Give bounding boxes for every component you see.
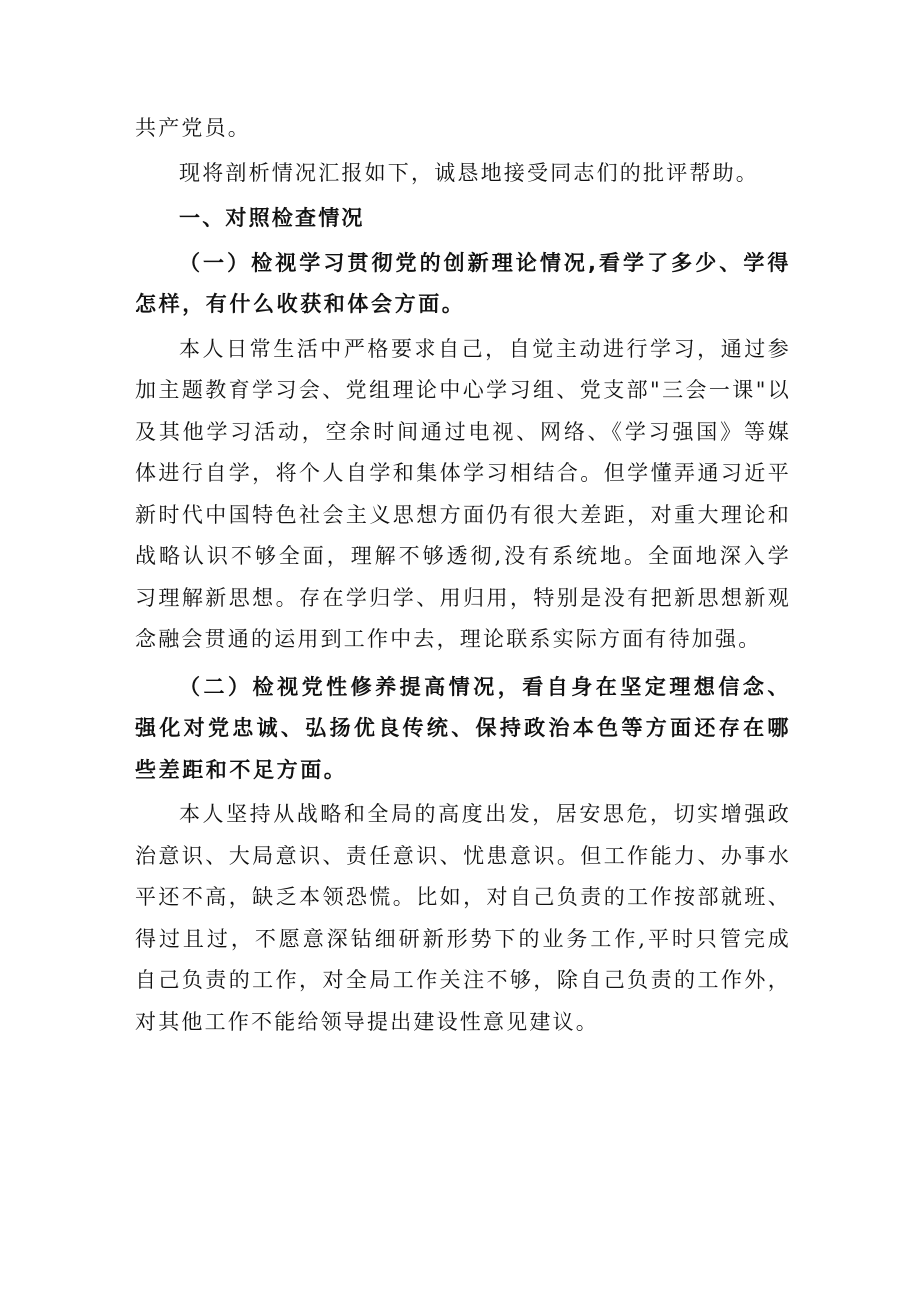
- intro-paragraph: 现将剖析情况汇报如下，诚恳地接受同志们的批评帮助。: [179, 160, 759, 185]
- subsection-2-body: 本人坚持从战略和全局的高度出发，居安思危，切实增强政治意识、大局意识、责任意识、忧患意识。但工作能力、办事水平还不高，缺乏本领恐慌。比如，对自己负责的工作按部就班、得过且过，不愿意深钻细研新形势下的业务工作,平时只管完成自己负责的工作，对全局工作关注不够，除自己负责的工作外，对其他工作不能给领导提出建设性意见建议。: [135, 802, 791, 1034]
- section-1-heading: 一、对照检查情况: [179, 206, 365, 230]
- document-body: [135, 108, 791, 1043]
- subsection-1-heading: （一）检视学习贯彻党的创新理论情况,看学了多少、学得怎样，有什么收获和体会方面。: [135, 250, 791, 316]
- subsection-1-body: 本人日常生活中严格要求自己，自觉主动进行学习，通过参加主题教育学习会、党组理论中心学习组、党支部"三会一课"以及其他学习活动，空余时间通过电视、网络、《学习强国》等媒体进行自学，将个人自学和集体学习相结合。但学懂弄通习近平新时代中国特色社会主义思想方面仍有很大差距，对重大理论和战略认识不够全面，理解不够透彻,没有系统地。全面地深入学习理解新思想。存在学归学、用归用，特别是没有把新思想新观念融会贯通的运用到工作中去，理论联系实际方面有待加强。: [135, 336, 791, 651]
- subsection-2-heading: （二）检视党性修养提高情况，看自身在坚定理想信念、强化对党忠诚、弘扬优良传统、保持政治本色等方面还存在哪些差距和不足方面。: [135, 674, 791, 782]
- continuation-paragraph: 共产党员。: [135, 116, 251, 140]
